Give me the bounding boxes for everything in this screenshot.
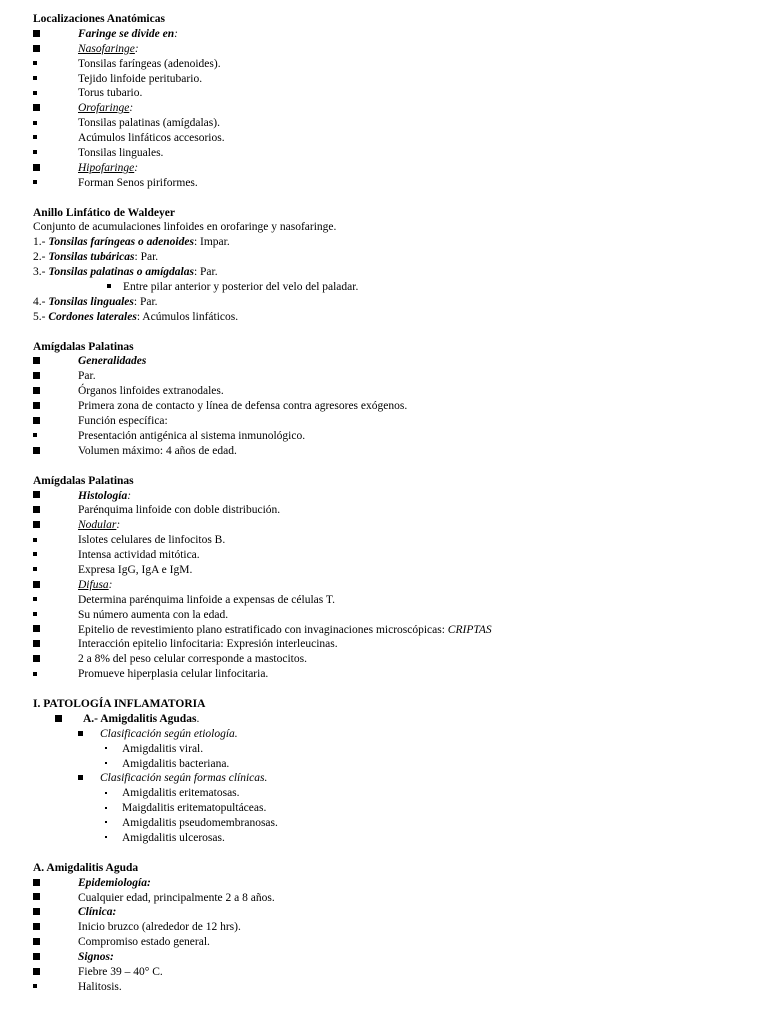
list-item bbox=[33, 369, 753, 384]
list-item bbox=[33, 131, 753, 146]
section-list bbox=[33, 354, 753, 458]
list-item: Nodular: bbox=[33, 518, 753, 533]
bullet-square-icon bbox=[33, 608, 37, 623]
list-item-text: Inicio bruzco (alrededor de 12 hrs). bbox=[78, 921, 241, 934]
classification-item: Clasificación según etiología. bbox=[33, 727, 753, 742]
bullet-square-icon bbox=[33, 176, 37, 191]
bullet-square-icon bbox=[33, 533, 37, 548]
list-item-text: Compromiso estado general. bbox=[78, 936, 210, 949]
bullet-square-icon bbox=[33, 101, 40, 116]
list-item-text: Faringe se divide en bbox=[78, 27, 175, 40]
list-item-text: Tonsilas linguales. bbox=[78, 147, 164, 160]
list-item-text: Parénquima linfoide con doble distribución. bbox=[78, 504, 281, 517]
list-item-text: Par. bbox=[78, 370, 96, 383]
bullet-square-icon bbox=[33, 72, 37, 87]
bullet-square-icon bbox=[33, 548, 37, 563]
list-item bbox=[33, 965, 753, 980]
list-item-text: Fiebre 39 – 40° C. bbox=[78, 966, 163, 978]
list-item bbox=[33, 176, 753, 191]
list-item bbox=[33, 533, 753, 548]
section-list bbox=[33, 489, 753, 683]
bullet-square-icon bbox=[33, 876, 40, 891]
bullet-dot-icon bbox=[105, 757, 107, 772]
bullet-square-icon bbox=[33, 503, 40, 518]
list-item-text: 2 a 8% del peso celular corresponde a mastocitos. bbox=[78, 653, 307, 666]
list-item-text: Presentación antigénica al sistema inmunológico. bbox=[78, 429, 306, 442]
classification-sub-item: Amigdalitis pseudomembranosas. bbox=[33, 816, 753, 831]
bullet-dot-icon bbox=[105, 816, 107, 831]
classification-sub-item: Amigdalitis viral. bbox=[33, 742, 753, 757]
list-item bbox=[33, 563, 753, 578]
classification-sub-item: Amigdalitis bacteriana. bbox=[33, 757, 753, 772]
list-item bbox=[33, 146, 753, 161]
list-item-text: Promueve hiperplasia celular linfocitaria. bbox=[78, 668, 269, 681]
list-item bbox=[33, 354, 753, 369]
bullet-square-icon bbox=[33, 667, 37, 682]
list-item bbox=[33, 608, 753, 623]
numbered-item: 3.- Tonsilas palatinas o amígdalas: Par. bbox=[33, 266, 218, 279]
list-item bbox=[33, 980, 753, 995]
bullet-dot-icon bbox=[105, 742, 107, 757]
list-item-text: Tejido linfoide peritubario. bbox=[78, 72, 203, 85]
list-item-text: Función específica: bbox=[78, 415, 168, 428]
bullet-square-icon bbox=[33, 116, 37, 131]
bullet-dot-icon bbox=[105, 831, 107, 846]
bullet-square-icon bbox=[33, 369, 40, 384]
list-item-text: Histología bbox=[78, 489, 128, 502]
section-list bbox=[33, 27, 753, 191]
list-item bbox=[33, 891, 753, 906]
bullet-square-icon bbox=[33, 950, 40, 965]
bullet-square-icon bbox=[33, 429, 37, 444]
list-item-text: Intensa actividad mitótica. bbox=[78, 549, 200, 562]
bullet-dot-icon bbox=[105, 801, 107, 816]
list-item-text: Signos: bbox=[78, 951, 114, 964]
list-item-text: Tonsilas faríngeas (adenoides). bbox=[78, 57, 221, 70]
bullet-square-icon bbox=[33, 489, 40, 504]
list-item bbox=[33, 593, 753, 608]
list-item bbox=[33, 429, 753, 444]
bullet-dot-icon bbox=[105, 786, 107, 801]
bullet-square-icon bbox=[33, 399, 40, 414]
list-item bbox=[33, 935, 753, 950]
list-item bbox=[33, 384, 753, 399]
list-item-text: Interacción epitelio linfocitaria: Expresión interleucinas. bbox=[78, 638, 338, 651]
classification-sub-item: Amigdalitis eritematosas. bbox=[33, 786, 753, 801]
numbered-item: 2.- Tonsilas tubáricas: Par. bbox=[33, 251, 159, 264]
bullet-square-icon bbox=[33, 905, 40, 920]
list-item-text: Volumen máximo: 4 años de edad. bbox=[78, 444, 237, 457]
list-item-text: Orofaringe bbox=[78, 102, 130, 115]
list-item: Histología: bbox=[33, 489, 753, 504]
list-item bbox=[33, 444, 753, 459]
classification-item: Clasificación según formas clínicas. bbox=[33, 771, 753, 786]
bullet-square-icon bbox=[78, 727, 83, 742]
bullet-square-icon bbox=[33, 42, 40, 57]
list-item-text: Su número aumenta con la edad. bbox=[78, 608, 229, 621]
section-title: Amígdalas Palatinas bbox=[33, 474, 134, 487]
list-item-text: Cualquier edad, principalmente 2 a 8 años. bbox=[78, 891, 275, 904]
list-item bbox=[33, 667, 753, 682]
list-item-text: Forman Senos piriformes. bbox=[78, 176, 198, 189]
list-item bbox=[33, 86, 753, 101]
list-item: Faringe se divide en: bbox=[33, 27, 753, 42]
list-item-text: Halitosis. bbox=[78, 980, 122, 993]
list-item-text: Hipofaringe bbox=[78, 161, 135, 174]
bullet-square-icon bbox=[33, 444, 40, 459]
section-intro: Conjunto de acumulaciones linfoides en orofaringe y nasofaringe. bbox=[33, 221, 337, 234]
classification-list bbox=[33, 727, 753, 846]
section-title: Localizaciones Anatómicas bbox=[33, 13, 165, 25]
bullet-square-icon bbox=[107, 280, 111, 295]
list-item-text: Epitelio de revestimiento plano estratificado con invaginaciones microscópicas: bbox=[78, 623, 448, 636]
bullet-square-icon bbox=[33, 27, 40, 42]
list-item: Hipofaringe: bbox=[33, 161, 753, 176]
numbered-sub-item: Entre pilar anterior y posterior del velo del paladar. bbox=[33, 280, 753, 295]
list-item bbox=[33, 548, 753, 563]
bullet-square-icon bbox=[33, 354, 40, 369]
bullet-square-icon bbox=[33, 161, 40, 176]
bullet-square-icon bbox=[33, 86, 37, 101]
list-item bbox=[33, 652, 753, 667]
bullet-square-icon bbox=[33, 131, 37, 146]
list-item bbox=[33, 876, 753, 891]
bullet-square-icon bbox=[33, 518, 40, 533]
list-item: Orofaringe: bbox=[33, 101, 753, 116]
bullet-square-icon bbox=[33, 384, 40, 399]
bullet-square-icon bbox=[78, 771, 83, 786]
list-item-text: Clínica: bbox=[78, 906, 117, 919]
list-item bbox=[33, 920, 753, 935]
list-item bbox=[33, 414, 753, 429]
numbered-item: 4.- Tonsilas linguales: Par. bbox=[33, 295, 158, 308]
bullet-square-icon bbox=[33, 980, 37, 995]
bullet-square-icon bbox=[33, 563, 37, 578]
list-item-text: Nasofaringe bbox=[78, 42, 135, 55]
list-item-text: Órganos linfoides extranodales. bbox=[78, 385, 224, 398]
list-item-text: Determina parénquima linfoide a expensas de células T. bbox=[78, 593, 335, 606]
section-list bbox=[33, 876, 753, 995]
list-item bbox=[33, 905, 753, 920]
list-item-text: Tonsilas palatinas (amígdalas). bbox=[78, 117, 220, 130]
bullet-square-icon bbox=[33, 57, 37, 72]
bullet-square-icon bbox=[33, 623, 40, 638]
bullet-square-icon bbox=[55, 712, 62, 727]
sub-heading: A.- Amigdalitis Agudas. bbox=[33, 712, 753, 727]
list-item-text: Difusa bbox=[78, 578, 109, 591]
list-item-emphasis: CRIPTAS bbox=[447, 623, 492, 636]
classification-sub-item: Amigdalitis ulcerosas. bbox=[33, 831, 753, 846]
section-title: A. Amigdalitis Aguda bbox=[33, 861, 139, 874]
list-item-text: Acúmulos linfáticos accesorios. bbox=[78, 132, 225, 145]
bullet-square-icon bbox=[33, 578, 40, 593]
numbered-list bbox=[33, 235, 753, 324]
list-item bbox=[33, 72, 753, 87]
document-page bbox=[33, 12, 753, 995]
bullet-square-icon bbox=[33, 935, 40, 950]
list-item-text: Primera zona de contacto y línea de defensa contra agresores exógenos. bbox=[78, 400, 408, 413]
bullet-square-icon bbox=[33, 593, 37, 608]
bullet-square-icon bbox=[33, 637, 40, 652]
list-item-text: Islotes celulares de linfocitos B. bbox=[78, 534, 226, 547]
list-item-text: Torus tubario. bbox=[78, 87, 143, 100]
section-title: Anillo Linfático de Waldeyer bbox=[33, 206, 175, 219]
bullet-square-icon bbox=[33, 965, 40, 980]
bullet-square-icon bbox=[33, 146, 37, 161]
bullet-square-icon bbox=[33, 652, 40, 667]
list-item-text: Epidemiología: bbox=[78, 876, 151, 889]
list-item-text: Nodular bbox=[78, 519, 117, 532]
list-item bbox=[33, 57, 753, 72]
list-item bbox=[33, 399, 753, 414]
list-item bbox=[33, 950, 753, 965]
numbered-item: 1.- Tonsilas faríngeas o adenoides: Impar. bbox=[33, 236, 230, 249]
bullet-square-icon bbox=[33, 414, 40, 429]
classification-sub-item: Maigdalitis eritematopultáceas. bbox=[33, 801, 753, 816]
list-item bbox=[33, 503, 753, 518]
bullet-square-icon bbox=[33, 920, 40, 935]
numbered-item: 5.- Cordones laterales: Acúmulos linfáticos. bbox=[33, 310, 239, 323]
list-item bbox=[33, 116, 753, 131]
list-item: Nasofaringe: bbox=[33, 42, 753, 57]
list-item: Difusa: bbox=[33, 578, 753, 593]
list-item-text: Expresa IgG, IgA e IgM. bbox=[78, 563, 193, 576]
list-item bbox=[33, 637, 753, 652]
list-item-text: Generalidades bbox=[78, 355, 147, 368]
section-title: I. PATOLOGÍA INFLAMATORIA bbox=[33, 697, 206, 710]
bullet-square-icon bbox=[33, 891, 40, 906]
section-title: Amígdalas Palatinas bbox=[33, 340, 134, 353]
list-item bbox=[33, 623, 753, 638]
